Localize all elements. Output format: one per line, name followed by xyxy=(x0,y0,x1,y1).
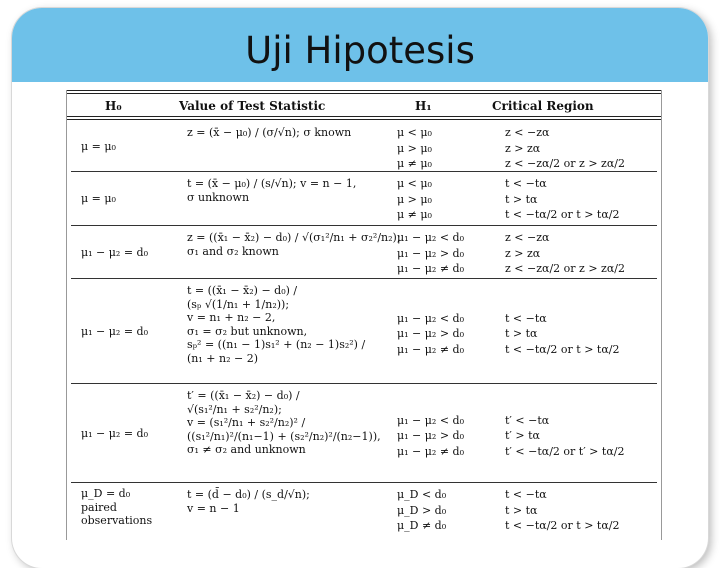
cell-test-statistic: σ unknown xyxy=(187,190,250,204)
table-top-rule xyxy=(67,90,661,91)
row-separator xyxy=(71,171,657,172)
cell-critical-region: z < −zα/2 or z > zα/2 xyxy=(505,262,625,275)
header-h0: H₀ xyxy=(105,99,122,113)
cell-critical-region: t < −tα/2 or t > tα/2 xyxy=(505,208,620,221)
cell-h1: μ < μ₀ xyxy=(397,126,432,139)
hypothesis-table xyxy=(66,90,662,540)
cell-h1: μ₁ − μ₂ ≠ d₀ xyxy=(397,444,464,458)
cell-test-statistic: σ₁ and σ₂ known xyxy=(187,244,279,258)
cell-h0: μ_D = d₀ xyxy=(81,487,131,500)
cell-critical-region: z > zα xyxy=(505,246,541,260)
cell-h0: μ₁ − μ₂ = d₀ xyxy=(81,324,148,338)
cell-test-statistic: z = (x̄ − μ₀) / (σ/√n); σ known xyxy=(187,126,352,139)
cell-h1: μ_D < d₀ xyxy=(397,488,447,501)
cell-critical-region: z < −zα xyxy=(505,126,550,139)
row-separator xyxy=(71,383,657,384)
cell-test-statistic: (n₁ + n₂ − 2) xyxy=(187,351,258,365)
cell-h0: μ₁ − μ₂ = d₀ xyxy=(81,426,148,440)
cell-h1: μ ≠ μ₀ xyxy=(397,208,432,221)
cell-h1: μ₁ − μ₂ ≠ d₀ xyxy=(397,342,464,356)
cell-test-statistic: v = n₁ + n₂ − 2, xyxy=(187,311,276,324)
cell-h1: μ₁ − μ₂ < d₀ xyxy=(397,311,464,325)
cell-test-statistic: t = (x̄ − μ₀) / (s/√n); v = n − 1, xyxy=(187,177,357,190)
cell-h1: μ₁ − μ₂ > d₀ xyxy=(397,327,464,340)
cell-critical-region: t < −tα xyxy=(505,311,547,325)
cell-h0: observations xyxy=(81,514,153,527)
header-bottom-rule-double xyxy=(67,119,661,120)
cell-h1: μ > μ₀ xyxy=(397,141,432,155)
cell-critical-region: t < −tα xyxy=(505,488,547,501)
cell-test-statistic: t′ = ((x̄₁ − x̄₂) − d₀) / xyxy=(187,389,300,402)
cell-h1: μ₁ − μ₂ < d₀ xyxy=(397,413,464,427)
cell-critical-region: t′ < −tα/2 or t′ > tα/2 xyxy=(505,444,625,458)
cell-critical-region: z < −zα xyxy=(505,231,550,244)
cell-h0: μ = μ₀ xyxy=(81,139,116,153)
cell-test-statistic: sₚ² = ((n₁ − 1)s₁² + (n₂ − 1)s₂²) / xyxy=(187,338,366,351)
cell-h0: μ = μ₀ xyxy=(81,192,116,205)
cell-test-statistic: √(s₁²/n₁ + s₂²/n₂); xyxy=(187,402,282,416)
row-separator xyxy=(71,482,657,483)
cell-h0: paired xyxy=(81,500,117,514)
cell-test-statistic: v = (s₁²/n₁ + s₂²/n₂)² / xyxy=(187,416,306,429)
cell-test-statistic: (sₚ √(1/n₁ + 1/n₂)); xyxy=(187,297,290,311)
cell-critical-region: t < −tα xyxy=(505,177,547,190)
cell-critical-region: t′ < −tα xyxy=(505,413,550,427)
row-separator xyxy=(71,225,657,226)
cell-critical-region: t < −tα/2 or t > tα/2 xyxy=(505,519,620,532)
cell-critical-region: t > tα xyxy=(505,327,538,340)
cell-critical-region: t > tα xyxy=(505,503,538,517)
cell-h1: μ < μ₀ xyxy=(397,177,432,190)
cell-h1: μ₁ − μ₂ > d₀ xyxy=(397,429,464,442)
cell-critical-region: z > zα xyxy=(505,141,541,155)
cell-critical-region: t′ > tα xyxy=(505,429,540,442)
cell-critical-region: t < −tα/2 or t > tα/2 xyxy=(505,342,620,356)
cell-h1: μ_D ≠ d₀ xyxy=(397,519,447,532)
header-test-statistic: Value of Test Statistic xyxy=(179,99,326,113)
row-separator xyxy=(71,278,657,279)
header-bottom-rule xyxy=(67,116,661,117)
slide-title: Uji Hipotesis xyxy=(245,29,475,72)
cell-test-statistic: σ₁ = σ₂ but unknown, xyxy=(187,324,308,338)
cell-h1: μ₁ − μ₂ ≠ d₀ xyxy=(397,262,464,275)
cell-test-statistic: ((s₁²/n₁)²/(n₁−1) + (s₂²/n₂)²/(n₂−1)), xyxy=(187,429,381,443)
table-top-rule-double xyxy=(67,93,661,94)
cell-test-statistic: t = (d̄ − d₀) / (s_d/√n); xyxy=(187,488,310,501)
header-h1: H₁ xyxy=(415,99,432,113)
cell-h1: μ₁ − μ₂ > d₀ xyxy=(397,246,464,260)
cell-critical-region: t > tα xyxy=(505,192,538,206)
cell-h1: μ > μ₀ xyxy=(397,192,432,206)
cell-test-statistic: z = ((x̄₁ − x̄₂) − d₀) / √(σ₁²/n₁ + σ₂²/n₂); xyxy=(187,231,401,244)
cell-h1: μ_D > d₀ xyxy=(397,503,447,517)
cell-critical-region: z < −zα/2 or z > zα/2 xyxy=(505,157,625,170)
header-critical-region: Critical Region xyxy=(492,99,594,113)
cell-test-statistic: v = n − 1 xyxy=(187,501,240,515)
cell-h1: μ₁ − μ₂ < d₀ xyxy=(397,231,464,244)
cell-test-statistic: t = ((x̄₁ − x̄₂) − d₀) / xyxy=(187,284,298,297)
cell-h0: μ₁ − μ₂ = d₀ xyxy=(81,245,148,259)
cell-test-statistic: σ₁ ≠ σ₂ and unknown xyxy=(187,443,306,456)
cell-h1: μ ≠ μ₀ xyxy=(397,157,432,170)
